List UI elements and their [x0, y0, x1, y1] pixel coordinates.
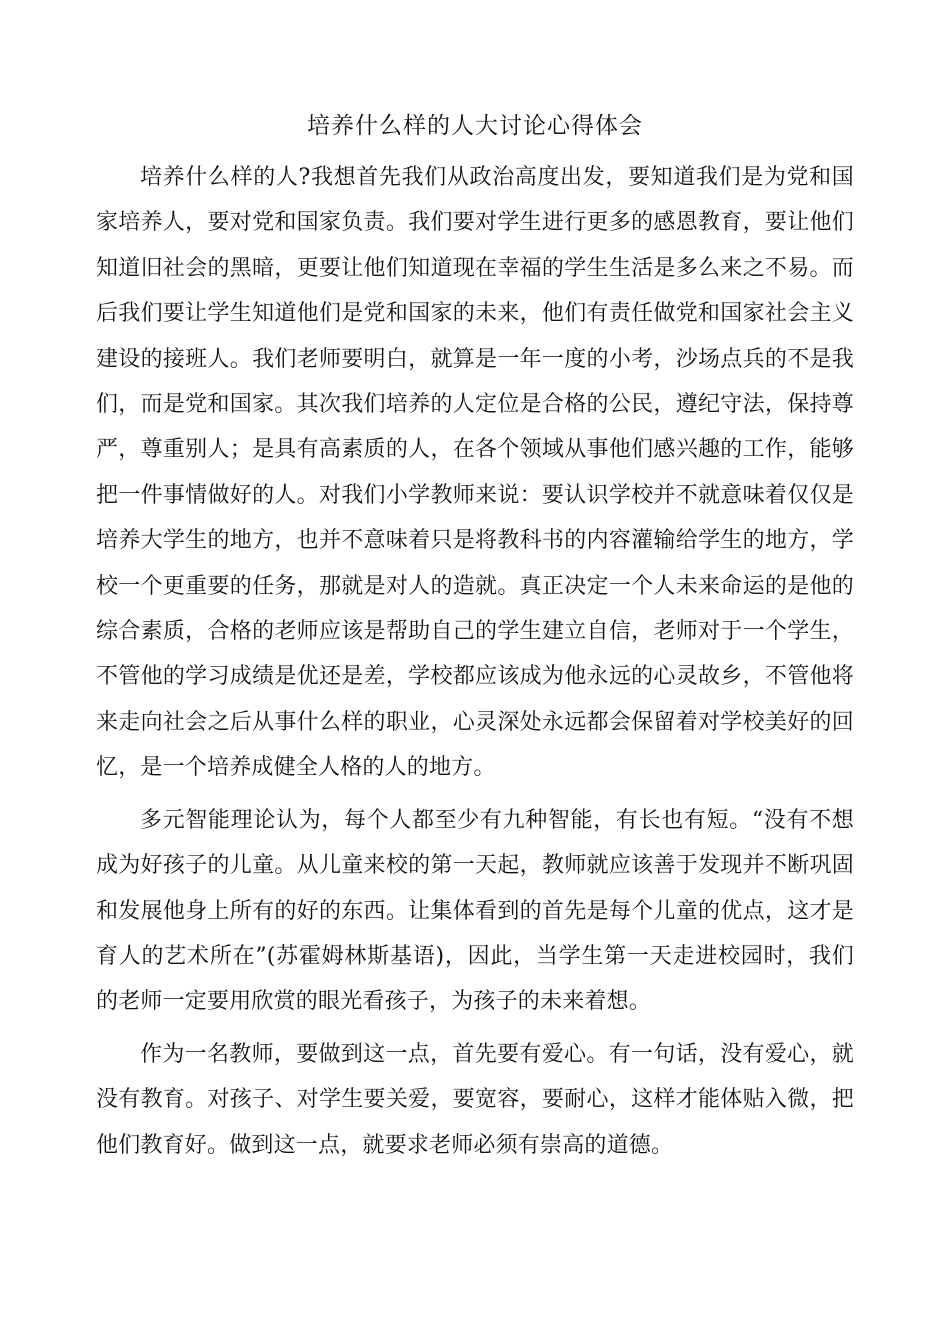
document-body	[96, 155, 854, 1168]
paragraph-3: 作为一名教师，要做到这一点，首先要有爱心。有一句话，没有爱心，就没有教育。对孩子、对学生要关爱，要宽容，要耐心，这样才能体贴入微，把他们教育好。做到这一点，就要求老师必须有崇高的道德。	[96, 1041, 854, 1158]
document-title: 培养什么样的人大讨论心得体会	[307, 113, 643, 139]
paragraph-2: 多元智能理论认为，每个人都至少有九种智能，有长也有短。“没有不想成为好孩子的儿童。从儿童来校的第一天起，教师就应该善于发现并不断巩固和发展他身上所有的好的东西。让集体看到的首先是每个儿童的优点，这才是育人的艺术所在”(苏霍姆林斯基语)，因此，当学生第一天走进校园时，我们的老师一定要用欣赏的眼光看孩子，为孩子的未来着想。	[96, 807, 854, 1015]
paragraph-1: 培养什么样的人?我想首先我们从政治高度出发，要知道我们是为党和国家培养人，要对党和国家负责。我们要对学生进行更多的感恩教育，要让他们知道旧社会的黑暗，更要让他们知道现在幸福的学生生活是多么来之不易。而后我们要让学生知道他们是党和国家的未来，他们有责任做党和国家社会主义建设的接班人。我们老师要明白，就算是一年一度的小考，沙场点兵的不是我们，而是党和国家。其次我们培养的人定位是合格的公民，遵纪守法，保持尊严，尊重别人；是具有高素质的人，在各个领域从事他们感兴趣的工作，能够把一件事情做好的人。对我们小学教师来说：要认识学校并不就意味着仅仅是培养大学生的地方，也并不意味着只是将教科书的内容灌输给学生的地方，学校一个更重要的任务，那就是对人的造就。真正决定一个人未来命运的是他的综合素质，合格的老师应该是帮助自己的学生建立自信，老师对于一个学生，不管他的学习成绩是优还是差，学校都应该成为他永远的心灵故乡，不管他将来走向社会之后从事什么样的职业，心灵深处永远都会保留着对学校美好的回忆，是一个培养成健全人格的人的地方。	[96, 165, 854, 781]
